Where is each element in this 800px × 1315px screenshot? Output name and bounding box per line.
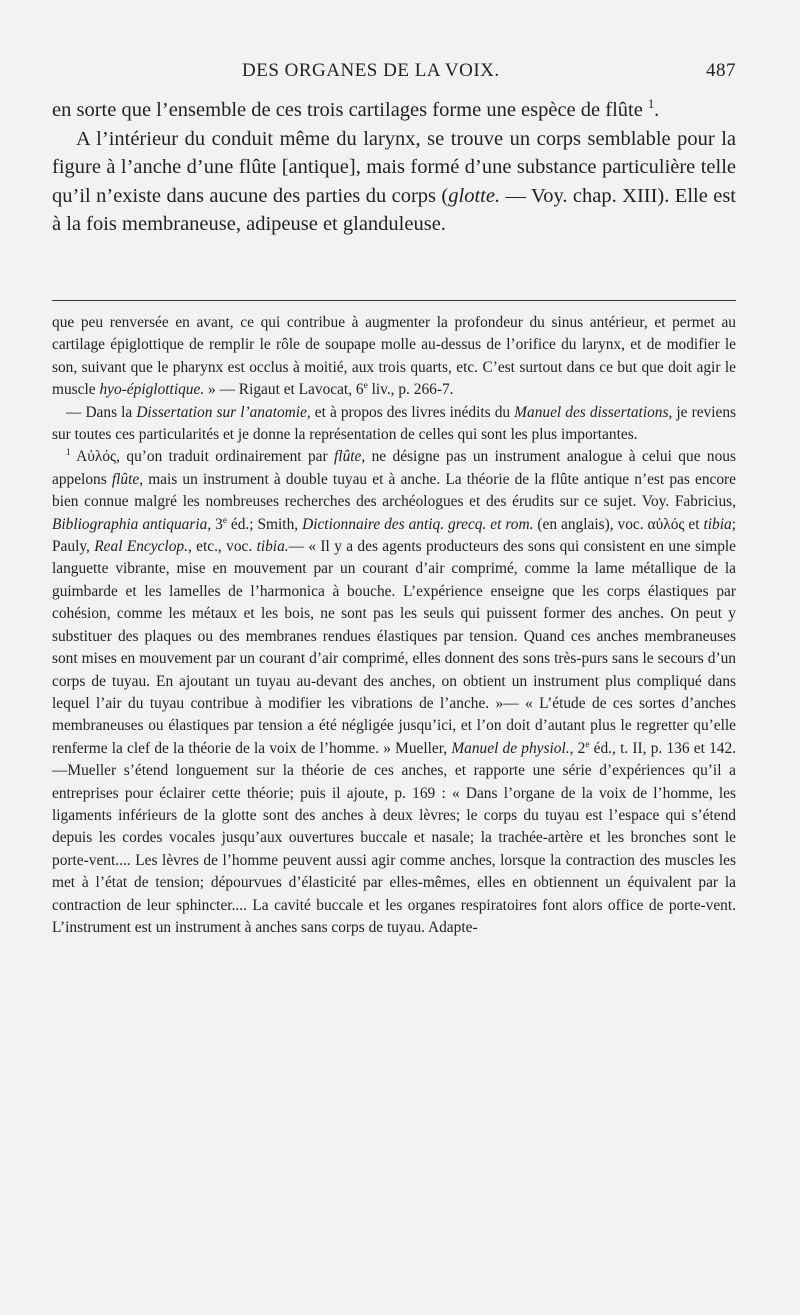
main-paragraph-1: en sorte que l’ensemble de ces trois cartilages forme une espèce de flûte $^1$.	[52, 97, 660, 121]
footnote-mark: 1	[647, 97, 655, 112]
page-number: 487	[706, 60, 736, 81]
running-header	[52, 60, 736, 88]
main-text	[52, 96, 736, 239]
footnote-1: $^1$ Αὐλός, qu’on traduit ordinairement par flûte, ne désigne pas un instrument analogue à celui que nous appelons flûte, mais un instrument à double tuyau et à anche. La théorie de la flûte antique n’est pas encore bien connue malgré les nombreuses recherches des archéologues et des érudits sur ce sujet. Voy. Fabricius, Bibliographia antiquaria, 3e éd.; Smith, Dictionnaire des antiq. grecq. et rom. (en anglais), voc. αὐλός et tibia; Pauly, Real Encyclop., etc., voc. tibia.— « Il y a des agents producteurs des sons qui consistent en une simple languette vibrante, mise en mouvement par un courant d’air comprimé, comme la lame métallique de la guimbarde et les lamelles de l’harmonica à bouche. L’expérience enseigne que les corps élastiques par cohésion, comme les métaux et les bois, ne sont pas les seuls qui puissent former des anches. On peut y substituer des plaques ou des membranes rendues élastiques par tension. Quand ces anches membraneuses sont mises en mouvement par un courant d’air comprimé, elles donnent des sons très-purs sans le secours d’un corps de tuyau. En ajoutant un tuyau au-devant des anches, on obtient un instrument plus compliqué dans lequel l’air du tuyau contribue à modifier les vibrations de l’anche. »— « L’étude de ces sortes d’anches membraneuses ou élastiques par tension a été négligée jusqu’ici, et l’on doit d’autant plus le regretter qu’elle renferme la clef de la théorie de la voix de l’homme. » Mueller, Manuel de physiol., 2e éd., t. II, p. 136 et 142.—Mueller s’étend longuement sur la théorie de ces anches, et rapporte une série d’expériences qu’il a entreprises pour éclairer cette théorie; puis il ajoute, p. 169 : « Dans l’organe de la voix de l’homme, les ligaments inférieurs de la glotte sont des anches à deux lèvres; le corps du tuyau est l’espace qui s’étend depuis les cordes vocales jusqu’aux ouvertures buccale et nasale; la trachée-artère et les bronches sont le porte-vent.... Les lèvres de l’homme peuvent aussi agir comme anches, lorsque la contraction des muscles les met à l’état de tension; dépourvues d’élasticité par elles-mêmes, elles en obtiennent un équivalent par la contraction de leur sphincter.... La cavité buccale et les organes respiratoires font alors office de porte-vent. L’instrument est un instrument à anches sans corps de tuyau. Adapte-	[52, 447, 737, 936]
footnote-divider	[52, 300, 736, 301]
footnote-number: 1	[66, 447, 71, 458]
running-title: DES ORGANES DE LA VOIX.	[242, 60, 500, 81]
footnote-continued: que peu renversée en avant, ce qui contribue à augmenter la profondeur du sinus antérieur, et permet au cartilage épiglottique de remplir le rôle de soupape molle au-dessus de l’orifice du larynx, et de modifier le son, suivant que le pharynx est occlus à moitié, aux trois quarts, etc. C’est surtout dans ce but que doit agir le muscle hyo-épiglottique. » — Rigaut et Lavocat, 6e liv., p. 266-7.	[52, 314, 736, 399]
main-paragraph-2: A l’intérieur du conduit même du larynx, se trouve un corps semblable pour la figure à l’anche d’une flûte [antique], mais formé d’une substance particulière telle qu’il n’existe dans aucune des parties du corps (glotte. — Voy. chap. XIII). Elle est à la fois membraneuse, adipeuse et glanduleuse.	[52, 127, 736, 235]
footnote-dissertation: — Dans la Dissertation sur l’anatomie, et à propos des livres inédits du Manuel des dissertations, je reviens sur toutes ces particularités et je donne la représentation de celles qui sont les plus importantes.	[52, 403, 737, 444]
footnotes	[52, 312, 736, 939]
